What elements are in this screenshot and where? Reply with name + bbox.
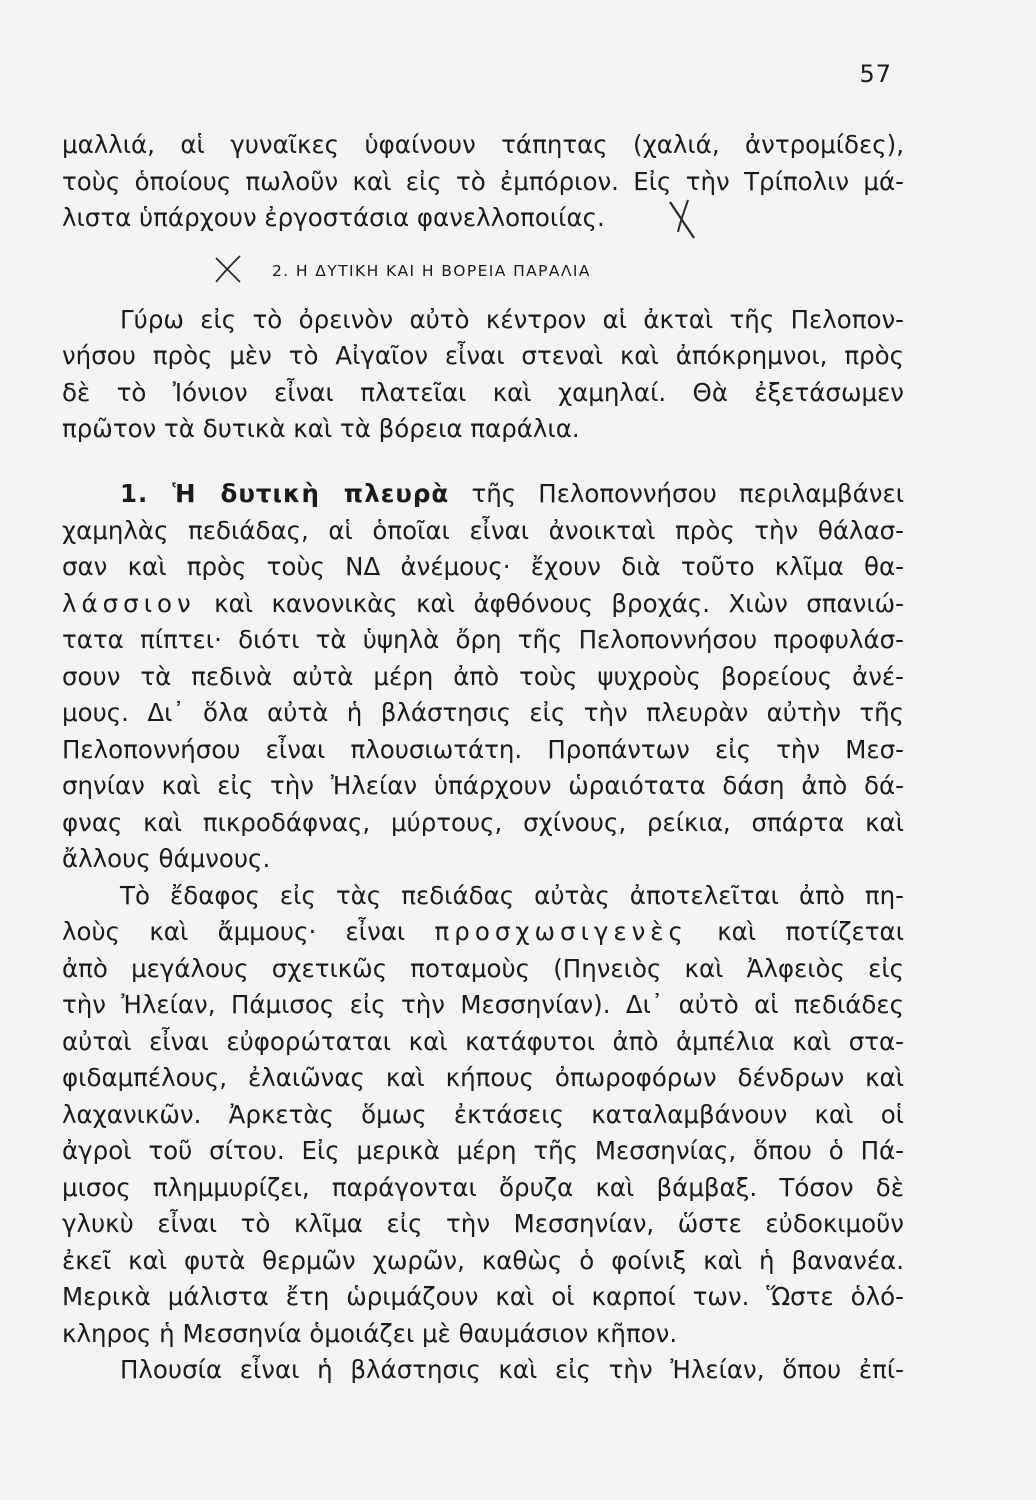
text-line: ἀγροὶ τοῦ σίτου. Εἰς μερικὰ μέρη τῆς Μεσσηνίας, ὅπου ὁ Πά-: [62, 1136, 904, 1165]
text-line: κληρος ἡ Μεσσηνία ὁμοιάζει μὲ θαυμάσιον κῆπον.: [62, 1319, 678, 1348]
text-line: χαμηλὰς πεδιάδας, αἱ ὁποῖαι εἶναι ἀνοικταὶ πρὸς τὴν θάλασ-: [62, 516, 904, 545]
text-line: Πελοποννήσου εἶναι πλουσιωτάτη. Προπάντων εἰς τὴν Μεσ-: [62, 735, 904, 764]
spaced-emphasis-word: προσχωσιγενὲς: [434, 917, 688, 946]
text-line: φνας καὶ πικροδάφνας, μύρτους, σχίνους, ρείκια, σπάρτα καὶ: [62, 808, 904, 837]
text-line: ἀπὸ μεγάλους σχετικῶς ποταμοὺς (Πηνειὸς καὶ Ἀλφειὸς εἰς: [62, 954, 904, 983]
text-line: τατα πίπτει· διότι τὰ ὑψηλὰ ὄρη τῆς Πελοποννήσου προφυλάσ-: [62, 625, 904, 654]
text-line: Τὸ ἔδαφος εἰς τὰς πεδιάδας αὐτὰς ἀποτελεῖται ἀπὸ πη-: [120, 881, 904, 910]
text-line: ἐκεῖ καὶ φυτὰ θερμῶν χωρῶν, καθὼς ὁ φοίνιξ καὶ ἡ βανανέα.: [62, 1246, 904, 1275]
page-number: 57: [859, 60, 892, 88]
text-line: μαλλιά, αἱ γυναῖκες ὑφαίνουν τάπητας (χαλιά, ἀντρομίδες),: [62, 130, 904, 159]
text-span: τῆς Πελοποννήσου περιλαμβάνει: [471, 479, 905, 508]
text-line: σουν τὰ πεδινὰ αὐτὰ μέρη ἀπὸ τοὺς ψυχροὺς βορείους ἀνέ-: [62, 662, 904, 691]
text-span: καὶ ποτίζεται: [717, 917, 904, 946]
text-line: [62, 589, 904, 618]
text-line: Πλουσία εἶναι ἡ βλάστησις καὶ εἰς τὴν Ἠλείαν, ὅπου ἐπί-: [120, 1355, 904, 1384]
spaced-emphasis-word: λάσσιον: [62, 589, 196, 618]
text-line: νήσου πρὸς μὲν τὸ Αἰγαῖον εἶναι στεναὶ καὶ ἀπόκρημνοι, πρὸς: [62, 341, 904, 370]
text-line: σαν καὶ πρὸς τοὺς ΝΔ ἀνέμους· ἔχουν διὰ τοῦτο κλῖμα θα-: [62, 552, 904, 581]
text-line: [62, 917, 904, 946]
text-line: μους. Δι᾿ ὅλα αὐτὰ ἡ βλάστησις εἰς τὴν πλευρὰν αὐτὴν τῆς: [62, 698, 904, 727]
text-line: Μερικὰ μάλιστα ἔτη ὡριμάζουν καὶ οἱ καρποί των. Ὥστε ὁλό-: [62, 1282, 904, 1311]
text-line: αὐταὶ εἶναι εὐφορώταται καὶ κατάφυτοι ἀπὸ ἀμπέλια καὶ στα-: [62, 1027, 904, 1056]
text-line: Γύρω εἰς τὸ ὀρεινὸν αὐτὸ κέντρον αἱ ἀκταὶ τῆς Πελοπον-: [120, 305, 904, 334]
text-line: λιστα ὑπάρχουν ἐργοστάσια φανελλοποιίας.: [62, 203, 605, 232]
text-line: τοὺς ὁποίους πωλοῦν καὶ εἰς τὸ ἐμπόριον. Εἰς τὴν Τρίπολιν μά-: [62, 167, 904, 196]
text-line: λαχανικῶν. Ἀρκετὰς ὅμως ἐκτάσεις καταλαμβάνουν καὶ οἱ: [62, 1100, 904, 1129]
subsection-title: 1. Ἡ δυτικὴ πλευρὰ: [120, 479, 450, 508]
text-line: σηνίαν καὶ εἰς τὴν Ἠλείαν ὑπάρχουν ὡραιότατα δάση ἀπὸ δά-: [62, 771, 904, 800]
text-line: τὴν Ἠλείαν, Πάμισος εἰς τὴν Μεσσηνίαν). Δι᾿ αὐτὸ αἱ πεδιάδες: [62, 990, 904, 1019]
text-span: καὶ κανονικὰς καὶ ἀφθόνους βροχάς. Χιὼν σπανιώ-: [214, 589, 904, 618]
text-line: ἄλλους θάμνους.: [62, 844, 271, 873]
text-line: δὲ τὸ Ἰόνιον εἶναι πλατεῖαι καὶ χαμηλαί. Θὰ ἐξετάσωμεν: [62, 378, 904, 407]
text-line: πρῶτον τὰ δυτικὰ καὶ τὰ βόρεια παράλια.: [62, 414, 580, 443]
text-line: φιδαμπέλους, ἐλαιῶνας καὶ κήπους ὀπωροφόρων δένδρων καὶ: [62, 1063, 904, 1092]
text-line: γλυκὺ εἶναι τὸ κλῖμα εἰς τὴν Μεσσηνίαν, ὥστε εὐδοκιμοῦν: [62, 1209, 904, 1238]
section-heading: 2. Η ΔΥΤΙΚΗ ΚΑΙ Η ΒΟΡΕΙΑ ΠΑΡΑΛΙΑ: [272, 262, 591, 280]
handwritten-cross-mark-icon: [664, 196, 704, 244]
text-line: [120, 479, 905, 508]
text-span: λοὺς καὶ ἄμμους· εἶναι: [62, 917, 406, 946]
text-line: μισος πλημμυρίζει, παράγονται ὄρυζα καὶ βάμβαξ. Τόσον δὲ: [62, 1173, 904, 1202]
handwritten-cross-mark-icon: [212, 254, 246, 286]
